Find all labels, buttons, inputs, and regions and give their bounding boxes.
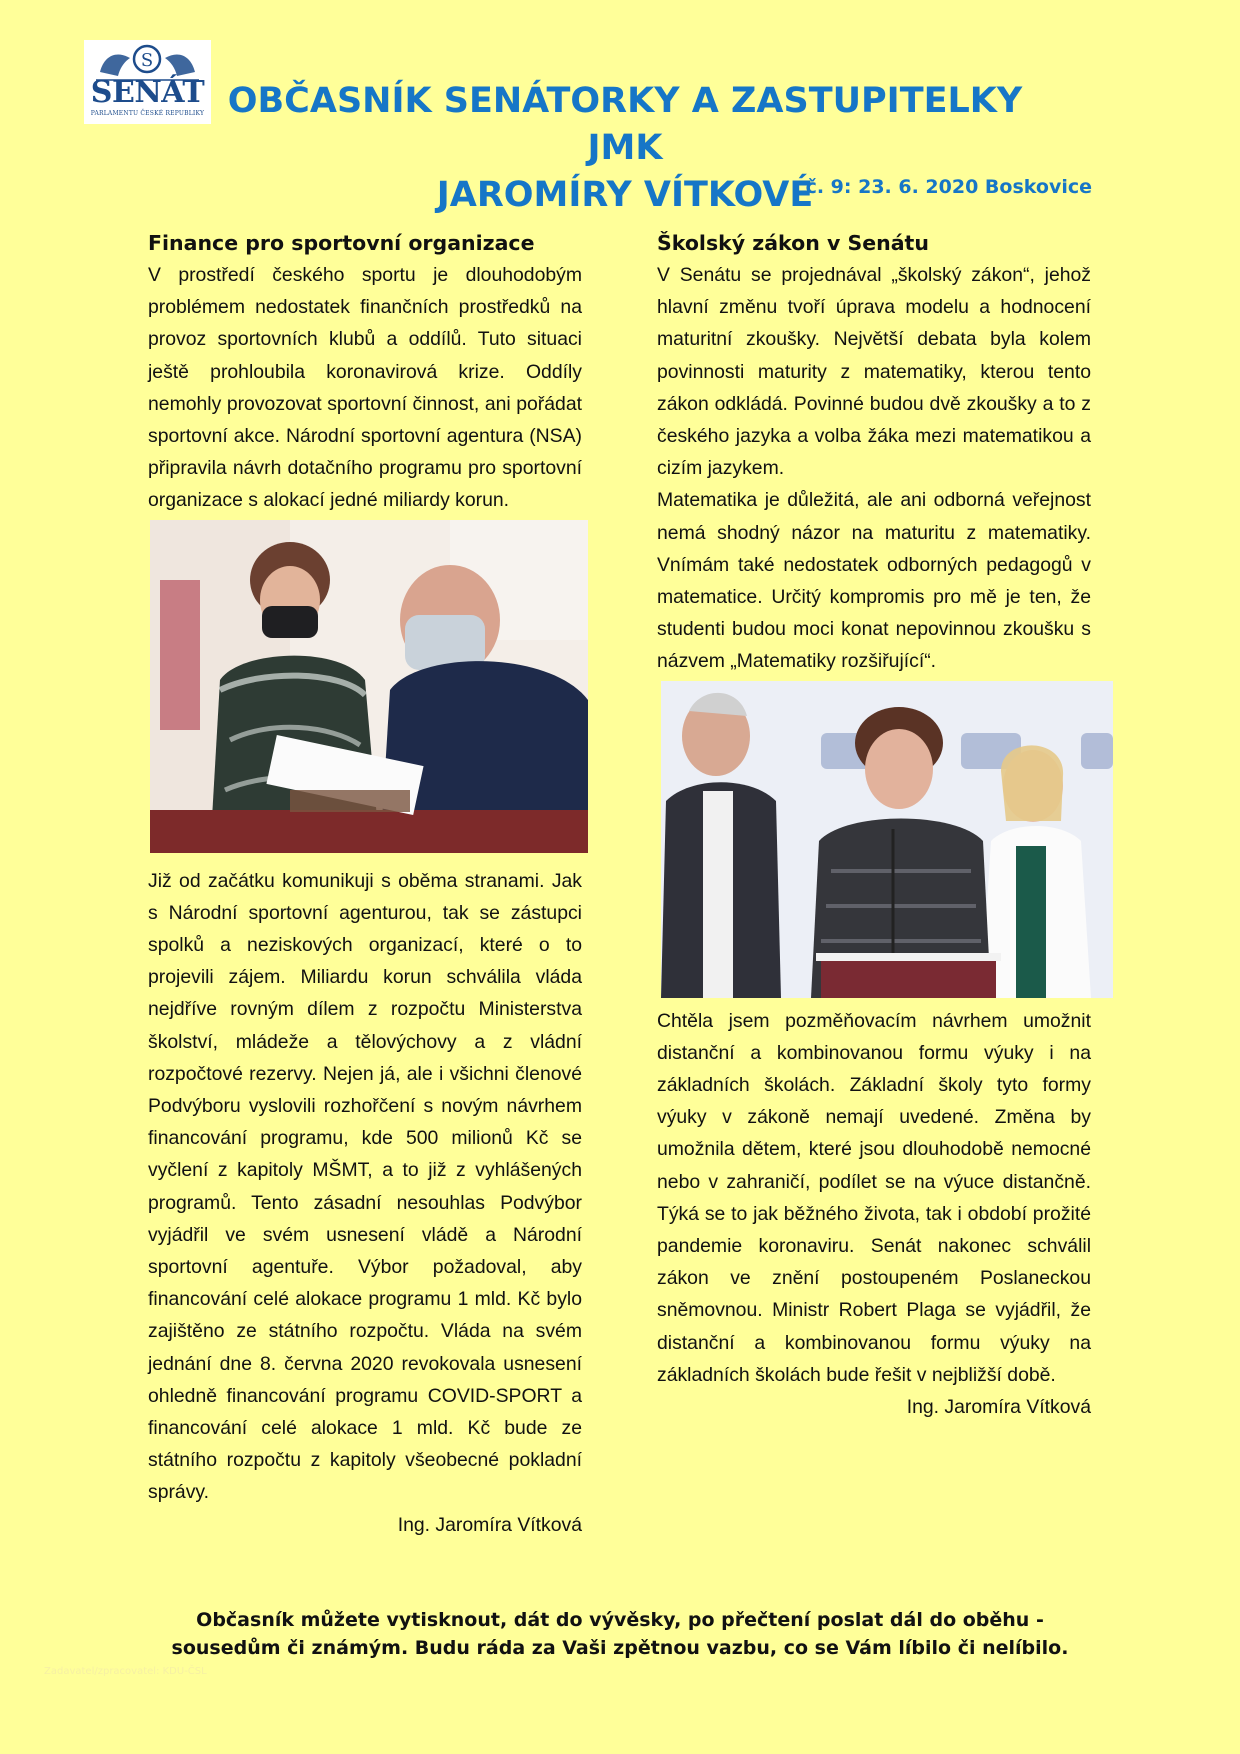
meeting-photo xyxy=(150,520,588,853)
press-conference-photo-image xyxy=(661,681,1113,998)
right-article-heading: Školský zákon v Senátu xyxy=(657,231,929,255)
svg-text:S: S xyxy=(140,50,154,71)
left-article-heading: Finance pro sportovní organizace xyxy=(148,231,535,255)
title-line-2: JAROMÍRY VÍTKOVÉ xyxy=(436,175,814,215)
title-line-1: OBČASNÍK SENÁTORKY A ZASTUPITELKY JMK xyxy=(227,81,1023,168)
meeting-photo-image xyxy=(150,520,588,853)
left-article xyxy=(148,227,582,1541)
footer-note: Občasník můžete vytisknout, dát do vývěsky, po přečtení poslat dál do oběhu - sousedům či známým. Budu ráda za Vaši zpětnou vazbu, co se Vám líbilo či nelíbilo. xyxy=(171,1609,1069,1659)
senat-logo xyxy=(84,40,211,124)
right-article-paragraph-1: V Senátu se projednával „školský zákon“, jehož hlavní změnu tvoří úprava modelu a hodnocení maturitní zkoušky. Největší debata byla kolem povinnosti maturity z matematiky, kterou tento zákon odkládá. Povinné budou dvě zkoušky a to z českého jazyka a volba žáka mezi matematikou a cizím jazykem. xyxy=(657,264,1091,480)
left-article-signature: Ing. Jaromíra Vítková xyxy=(397,1513,582,1536)
issue-info: č. 9: 23. 6. 2020 Boskovice xyxy=(805,176,1092,198)
logo-wordmark: SENÁT xyxy=(90,75,205,110)
right-article-paragraph-3: Chtěla jsem pozměňovacím návrhem umožnit distanční a kombinovanou formu výuky i na základních školách. Základní školy tyto formy výuky v zákoně nemají uvedené. Změna by umožnila dětem, které jsou dlouhodobě nemocné nebo v zahraničí, podílet se na výuce distančně. Týká se to jak běžného života, tak i období prožité pandemie koronaviru. Senát nakonec schválil zákon ve znění postoupeném Poslaneckou sněmovnou. Ministr Robert Plaga se vyjádřil, že distanční a kombinovanou formu výuky na základních školách bude řešit v nejbližší době. xyxy=(657,1009,1091,1386)
left-article-paragraph-1: V prostředí českého sportu je dlouhodobým problémem nedostatek finančních prostředků na provoz sportovních klubů a oddílů. Tuto situaci ještě prohloubila koronavirová krize. Oddíly nemohly provozovat sportovní činnost, ani pořádat sportovní akce. Národní sportovní agentura (NSA) připravila návrh dotačního programu pro sportovní organizace s alokací jedné miliardy korun. xyxy=(148,264,582,512)
right-article xyxy=(657,227,1091,1423)
right-article-paragraph-2: Matematika je důležitá, ale ani odborná veřejnost nemá shodný názor na maturitu z matematiky. Vnímám také nedostatek odborných pedagogů v matematice. Určitý kompromis pro mě je ten, že studenti budou moci konat nepovinnou zkoušku s názvem „Matematiky rozšiřující“. xyxy=(657,489,1091,673)
right-article-signature: Ing. Jaromíra Vítková xyxy=(906,1396,1091,1419)
publisher-credit: Zadavatel/zpracovatel: KDU-ČSL xyxy=(44,1666,207,1677)
press-conference-photo xyxy=(661,681,1113,998)
logo-subtext: PARLAMENTU ČESKÉ REPUBLIKY xyxy=(90,110,205,117)
left-article-paragraph-2: Již od začátku komunikuji s oběma stranami. Jak s Národní sportovní agenturou, tak se zástupci spolků a neziskových organizací, které o to projevili zájem. Miliardu korun schválila vláda nejdříve rovným dílem z rozpočtu Ministerstva školství, mládeže a tělovýchovy a z vládní rozpočtové rezervy. Nejen já, ale i všichni členové Podvýboru vyslovili rozhořčení s novým návrhem financování programu, kde 500 milionů Kč se vyčlení z kapitoly MŠMT, a to již z vyhlášených programů. Tento zásadní nesouhlas Podvýbor vyjádřil ve svém usnesení vládě a Národní sportovní agentuře. Výbor požadoval, aby financování celé alokace programu 1 mld. Kč bylo zajištěno ze státního rozpočtu. Vláda na svém jednání dne 8. června 2020 revokovala usnesení ohledně financování programu COVID-SPORT a financování celé alokace 1 mld. Kč bude ze státního rozpočtu z kapitoly všeobecné pokladní správy. xyxy=(148,869,582,1504)
